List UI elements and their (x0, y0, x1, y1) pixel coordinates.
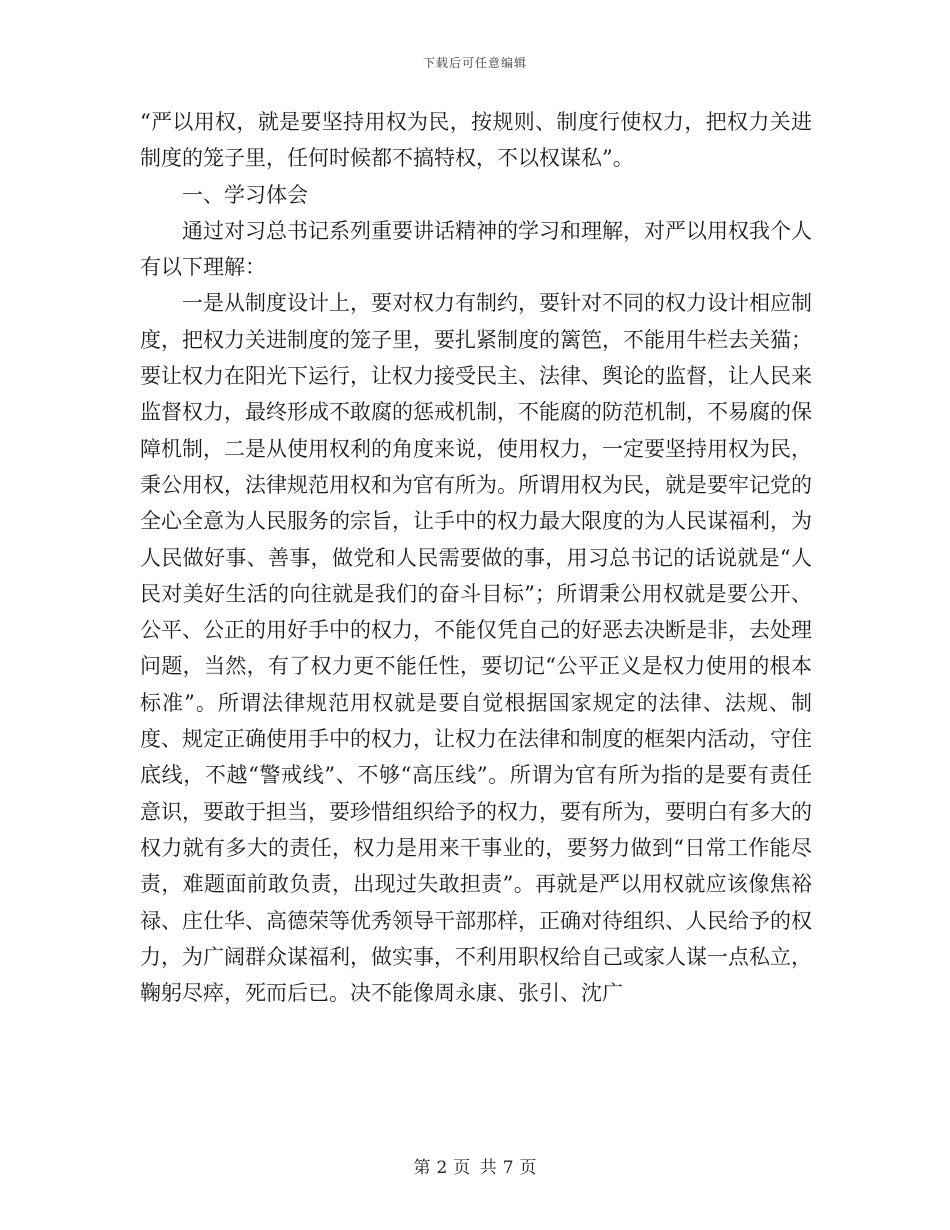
section-heading: 一、学习体会 (182, 182, 308, 207)
footer-suffix: 页 (519, 1158, 537, 1178)
paragraph-quote: “严以用权，就是要坚持用权为民，按规则、制度行使权力，把权力关进制度的笼子里，任何时候都不搞特权，不以权谋私”。 (140, 110, 812, 171)
paragraph-intro: 通过对习总书记系列重要讲话精神的学习和理解，对严以用权我个人有以下理解： (140, 218, 812, 280)
footer-total-pages: 7 (502, 1158, 514, 1178)
footer-prefix: 第 (413, 1158, 431, 1178)
footer-mid: 页 共 (453, 1158, 497, 1178)
page-footer (0, 1153, 950, 1178)
document-body (140, 104, 812, 1011)
header-note: 下载后可任意编辑 (422, 56, 527, 70)
paragraph-main: 一是从制度设计上，要对权力有制约，要针对不同的权力设计相应制度，把权力关进制度的笼子里，要扎紧制度的篱笆，不能用牛栏去关猫；要让权力在阳光下运行，让权力接受民主、法律、舆论的监督，让人民来监督权力，最终形成不敢腐的惩戒机制，不能腐的防范机制，不易腐的保障机制，二是从使用权利的角度来说，使用权力，一定要坚持用权为民，秉公用权，法律规范用权和为官有所为。所谓用权为民，就是要牢记党的全心全意为人民服务的宗旨，让手中的权力最大限度的为人民谋福利，为人民做好事、善事，做党和人民需要做的事，用习总书记的话说就是“人民对美好生活的向往就是我们的奋斗目标”；所谓秉公用权就是要公开、公平、公正的用好手中的权力，不能仅凭自己的好恶去决断是非，去处理问题，当然，有了权力更不能任性，要切记“公平正义是权力使用的根本标准”。所谓法律规范用权就是要自觉根据国家规定的法律、法规、制度、规定正确使用手中的权力，让权力在法律和制度的框架内活动，守住底线，不越“警戒线”、不够“高压线”。所谓为官有所为指的是要有责任意识，要敢于担当，要珍惜组织给予的权力，要有所为，要明白有多大的权力就有多大的责任，权力是用来干事业的，要努力做到“日常工作能尽责，难题面前敢负责，出现过失敢担责”。再就是严以用权就应该像焦裕禄、庄仕华、高德荣等优秀领导干部那样，正确对待组织、人民给予的权力，为广阔群众谋福利，做实事，不利用职权给自己或家人谋一点私立，鞠躬尽瘁，死而后已。决不能像周永康、张引、沈广 (140, 291, 812, 1006)
footer-current-page: 2 (436, 1158, 448, 1178)
